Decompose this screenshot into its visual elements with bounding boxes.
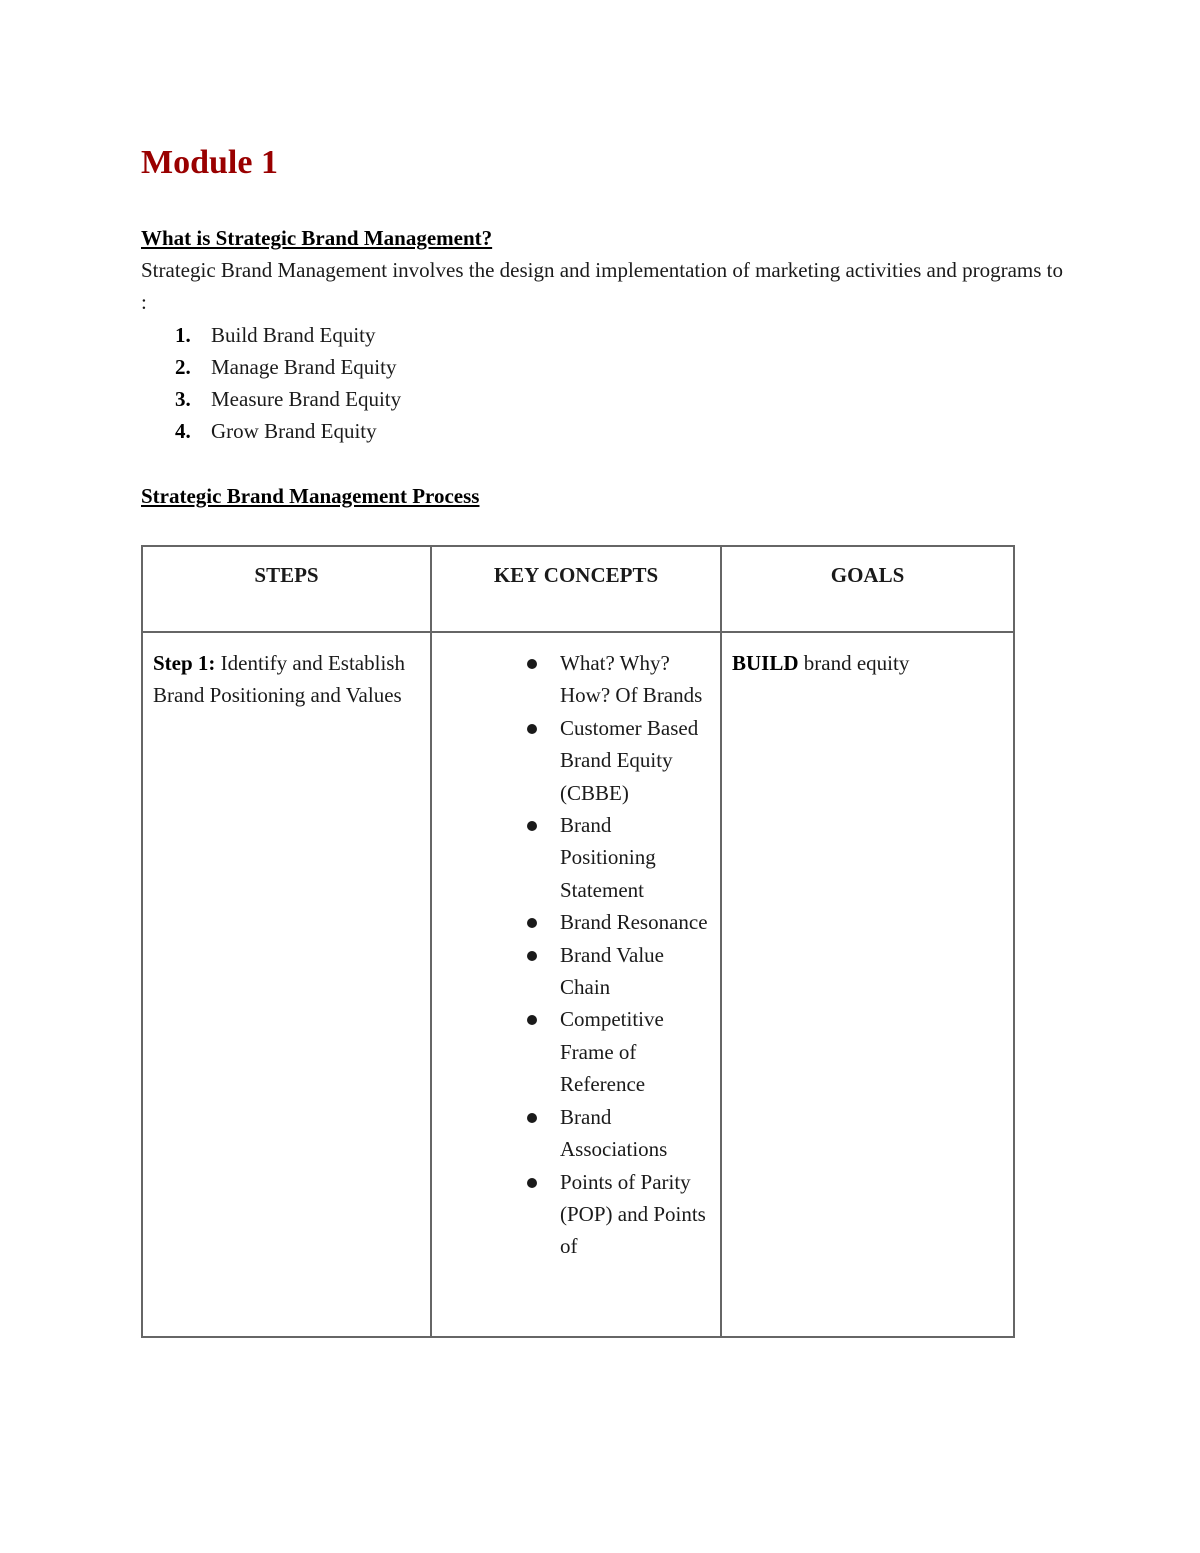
concept-text: Brand Resonance: [560, 910, 708, 935]
list-item: [442, 809, 710, 906]
list-number: 2.: [175, 354, 191, 379]
goal-text: brand equity: [798, 651, 910, 675]
section-heading-process: Strategic Brand Management Process: [141, 483, 480, 508]
table-row: [142, 632, 1014, 1337]
process-table: [141, 545, 1015, 1338]
table-header-row: [142, 546, 1014, 632]
list-item: [141, 319, 1071, 351]
section-heading-what-is: What is Strategic Brand Management?: [141, 226, 493, 250]
bullet-icon: [527, 918, 537, 928]
step-text: Identify and Establish Brand Positioning and Values: [153, 651, 405, 708]
concept-list: [442, 647, 710, 1263]
goal-keyword: BUILD: [732, 651, 799, 675]
step-label: Step 1:: [153, 651, 216, 675]
goals-cell: [721, 632, 1014, 1337]
list-item-text: Build Brand Equity: [211, 322, 376, 347]
list-item: [442, 1101, 710, 1166]
concept-text: Brand Positioning Statement: [560, 813, 656, 902]
bullet-icon: [527, 1178, 537, 1188]
list-number: 3.: [175, 386, 191, 411]
bullet-icon: [527, 821, 537, 831]
list-item: [442, 1003, 710, 1100]
concept-text: Customer Based Brand Equity (CBBE): [560, 715, 699, 805]
bullet-icon: [527, 951, 537, 961]
concept-text: Competitive Frame of Reference: [560, 1007, 664, 1097]
bullet-icon: [527, 659, 537, 669]
concept-text: Brand Value Chain: [560, 942, 665, 1000]
list-item-text: Measure Brand Equity: [211, 386, 402, 411]
bullet-icon: [527, 724, 537, 734]
concept-text: Brand Associations: [560, 1104, 668, 1162]
list-item: [442, 1166, 710, 1263]
list-number: 1.: [175, 322, 191, 347]
purpose-list: [141, 319, 1071, 447]
list-item: [442, 939, 710, 1004]
module-title: Module 1: [141, 144, 278, 181]
concepts-cell: [431, 632, 721, 1337]
concept-text: What? Why? How? Of Brands: [560, 651, 703, 708]
list-item: [141, 351, 1071, 383]
bullet-icon: [527, 1113, 537, 1123]
list-item: [442, 906, 710, 938]
bullet-icon: [527, 1015, 537, 1025]
list-item-text: Grow Brand Equity: [211, 418, 377, 443]
concept-text: Points of Parity (POP) and Points of: [560, 1169, 706, 1259]
intro-paragraph: Strategic Brand Management involves the design and implementation of marketing activities and programs to :: [141, 258, 1064, 315]
list-item: [141, 383, 1071, 415]
header-steps: STEPS: [142, 546, 431, 632]
step-cell: [142, 632, 431, 1337]
list-item: [442, 647, 710, 712]
list-item: [141, 415, 1071, 447]
list-item-text: Manage Brand Equity: [211, 354, 397, 379]
list-item: [442, 712, 710, 809]
header-goals: GOALS: [721, 546, 1014, 632]
list-number: 4.: [175, 418, 191, 443]
header-key-concepts: KEY CONCEPTS: [431, 546, 721, 632]
document-page: [141, 140, 1071, 512]
